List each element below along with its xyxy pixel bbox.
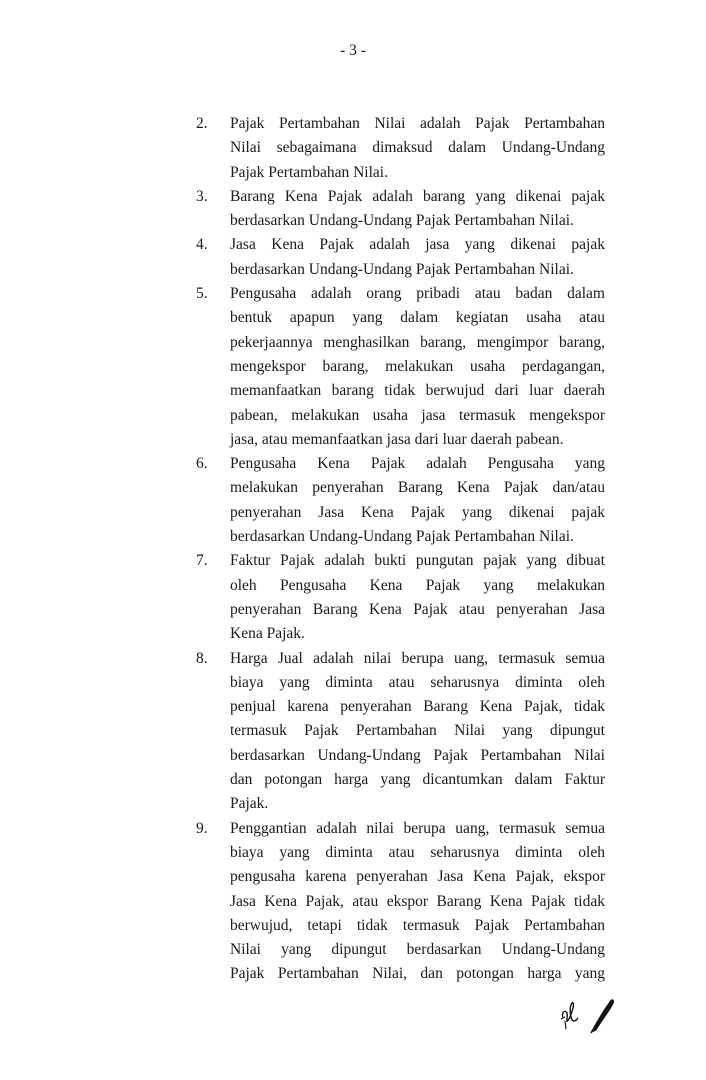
text-line: dan potongan harga yang dicantumkan dalam Faktur	[230, 771, 605, 789]
text-line: Pajak Pertambahan Nilai.	[230, 163, 388, 181]
list-item	[196, 647, 606, 817]
text-line: biaya yang diminta atau seharusnya diminta oleh	[230, 673, 605, 691]
text-line: Pajak Pertambahan Nilai, dan potongan harga yang	[230, 965, 605, 983]
list-item	[196, 233, 606, 282]
text-line: jasa, atau memanfaatkan jasa dari luar daerah pabean.	[230, 430, 564, 448]
item-number: 4.	[196, 236, 208, 254]
item-number: 3.	[196, 187, 208, 205]
text-line: penyerahan Jasa Kena Pajak yang dikenai pajak	[230, 503, 605, 521]
text-line: Faktur Pajak adalah bukti pungutan pajak yang dibuat	[230, 552, 605, 570]
item-text	[230, 185, 605, 234]
text-line: termasuk Pajak Pertambahan Nilai yang dipungut	[230, 722, 605, 740]
item-number: 7.	[196, 552, 208, 570]
list-item	[196, 549, 606, 646]
list-item	[196, 185, 606, 234]
list-item	[196, 282, 606, 452]
text-line: melakukan penyerahan Barang Kena Pajak dan/atau	[230, 479, 605, 497]
text-line: Pengusaha adalah orang pribadi atau badan dalam	[230, 285, 605, 303]
text-line: Penggantian adalah nilai berupa uang, termasuk semua	[230, 819, 605, 837]
text-line: pengusaha karena penyerahan Jasa Kena Pajak, ekspor	[230, 868, 605, 886]
text-line: Pengusaha Kena Pajak adalah Pengusaha yang	[230, 455, 605, 473]
text-line: berwujud, tetapi tidak termasuk Pajak Pertambahan	[230, 916, 605, 934]
text-line: mengekspor barang, melakukan usaha perdagangan,	[230, 357, 605, 375]
text-line: Pajak.	[230, 795, 269, 813]
text-line: berdasarkan Undang-Undang Pajak Pertambahan Nilai.	[230, 528, 574, 546]
text-line: berdasarkan Undang-Undang Pajak Pertambahan Nilai	[230, 746, 605, 764]
item-number: 9.	[196, 819, 208, 837]
list-item	[196, 817, 606, 987]
text-line: Barang Kena Pajak adalah barang yang dikenai pajak	[230, 187, 605, 205]
signature-initials-icon	[555, 995, 625, 1040]
item-text	[230, 233, 605, 282]
item-number: 2.	[196, 115, 208, 132]
item-number: 8.	[196, 649, 208, 667]
text-line: pabean, melakukan usaha jasa termasuk mengekspor	[230, 406, 605, 424]
item-number: 5.	[196, 285, 208, 303]
item-text	[230, 112, 605, 185]
item-text	[230, 282, 605, 452]
list-item	[196, 452, 606, 549]
text-line: oleh Pengusaha Kena Pajak yang melakukan	[230, 576, 605, 594]
text-line: Nilai yang dipungut berdasarkan Undang-Undang	[230, 941, 605, 959]
item-text	[230, 647, 605, 817]
text-line: penjual karena penyerahan Barang Kena Pajak, tidak	[230, 698, 605, 716]
item-text	[230, 452, 605, 549]
text-line: Kena Pajak.	[230, 625, 305, 643]
item-text	[230, 549, 605, 646]
text-line: Nilai sebagaimana dimaksud dalam Undang-Undang	[230, 139, 605, 157]
text-line: Pajak Pertambahan Nilai adalah Pajak Pertambahan	[230, 115, 605, 132]
text-line: Harga Jual adalah nilai berupa uang, termasuk semua	[230, 649, 605, 667]
text-line: penyerahan Barang Kena Pajak atau penyerahan Jasa	[230, 600, 605, 618]
text-line: pekerjaannya menghasilkan barang, mengimpor barang,	[230, 333, 605, 351]
text-line: berdasarkan Undang-Undang Pajak Pertambahan Nilai.	[230, 260, 574, 278]
definition-list	[196, 112, 606, 987]
page-number: - 3 -	[340, 42, 366, 59]
text-line: Jasa Kena Pajak adalah jasa yang dikenai pajak	[230, 236, 605, 254]
text-line: bentuk apapun yang dalam kegiatan usaha atau	[230, 309, 605, 327]
list-item	[196, 112, 606, 185]
text-line: Jasa Kena Pajak, atau ekspor Barang Kena Pajak tidak	[230, 892, 605, 910]
text-line: biaya yang diminta atau seharusnya diminta oleh	[230, 843, 605, 861]
item-text	[230, 817, 605, 987]
text-line: berdasarkan Undang-Undang Pajak Pertambahan Nilai.	[230, 212, 574, 230]
text-line: memanfaatkan barang tidak berwujud dari luar daerah	[230, 382, 605, 400]
item-number: 6.	[196, 455, 208, 473]
